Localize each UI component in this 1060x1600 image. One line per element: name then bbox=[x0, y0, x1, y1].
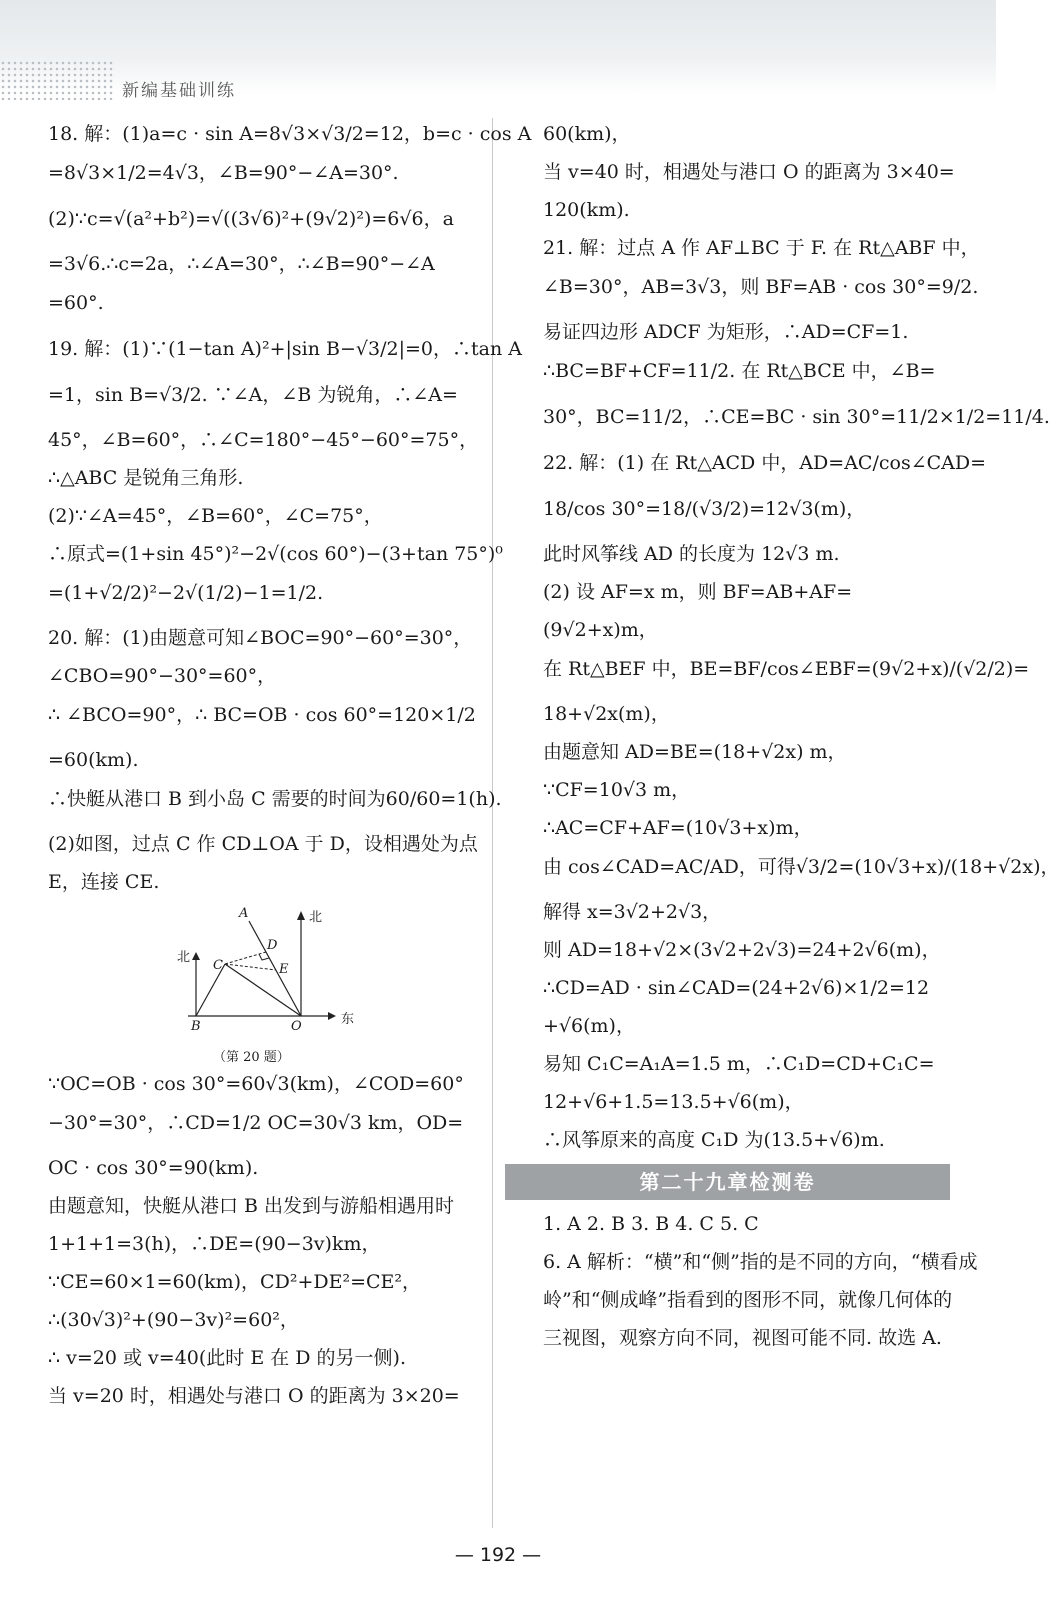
text-line: ∴风筝原来的高度 C₁D 为(13.5+√6)m. bbox=[543, 1129, 885, 1151]
text-line: ∴原式=(1+sin 45°)²−2√(cos 60°)−(3+tan 75°)⁰ bbox=[48, 543, 503, 565]
figure-caption: （第 20 题） bbox=[213, 1050, 290, 1065]
text-line: 三视图，观察方向不同，视图可能不同. 故选 A. bbox=[543, 1327, 942, 1349]
text-line: ∠CBO=90°−30°=60°， bbox=[48, 665, 277, 687]
right-column bbox=[543, 120, 1060, 1362]
point-label: B bbox=[191, 1019, 201, 1034]
figure-20 bbox=[173, 906, 373, 1066]
text-line: 岭”和“侧成峰”指看到的图形不同，就像几何体的 bbox=[543, 1289, 953, 1311]
text-line: 18. 解：(1)a=c · sin A=8√3×√3/2=12，b=c · cos A bbox=[48, 123, 532, 145]
text-line: =60(km). bbox=[48, 749, 139, 771]
text-line: +√6(m)， bbox=[543, 1015, 635, 1037]
text-line: 20. 解：(1)由题意可知∠BOC=90°−60°=30°， bbox=[48, 627, 473, 649]
text-line: =60°. bbox=[48, 292, 104, 314]
east-label: 东 bbox=[341, 1012, 355, 1027]
text-line: 在 Rt△BEF 中，BE=BF/cos∠EBF=(9√2+x)/(√2/2)= bbox=[543, 658, 1030, 680]
point-label: A bbox=[239, 906, 249, 921]
answers-line: 1. A 2. B 3. B 4. C 5. C bbox=[543, 1213, 759, 1235]
text-line: (2)∵∠A=45°，∠B=60°，∠C=75°， bbox=[48, 505, 383, 527]
text-line: =(1+√2/2)²−2√(1/2)−1=1/2. bbox=[48, 582, 324, 604]
text-line: 由题意知 AD=BE=(18+√2x) m， bbox=[543, 741, 847, 763]
north-label: 北 bbox=[309, 910, 323, 925]
point-label: C bbox=[213, 958, 223, 973]
text-line: 30°，BC=11/2，∴CE=BC · sin 30°=11/2×1/2=11/4. bbox=[543, 406, 1050, 428]
text-line: 120(km). bbox=[543, 199, 630, 221]
text-line: 易证四边形 ADCF 为矩形，∴AD=CF=1. bbox=[543, 321, 909, 343]
text-line: ∴BC=BF+CF=11/2. 在 Rt△BCE 中，∠B= bbox=[543, 360, 936, 382]
text-line: ∴CD=AD · sin∠CAD=(24+2√6)×1/2=12 bbox=[543, 977, 930, 999]
text-line: 由 cos∠CAD=AC/AD，可得√3/2=(10√3+x)/(18+√2x)， bbox=[543, 856, 1060, 878]
text-line: ∵OC=OB · cos 30°=60√3(km)，∠COD=60° bbox=[48, 1073, 464, 1095]
text-line: 12+√6+1.5=13.5+√6(m)， bbox=[543, 1091, 804, 1113]
text-line: 解得 x=3√2+2√3， bbox=[543, 901, 722, 923]
text-line: 则 AD=18+√2×(3√2+2√3)=24+2√6(m)， bbox=[543, 939, 941, 961]
text-line: ∠B=30°，AB=3√3，则 BF=AB · cos 30°=9/2. bbox=[543, 276, 979, 298]
text-line: (9√2+x)m， bbox=[543, 619, 658, 641]
text-line: 6. A 解析：“横”和“侧”指的是不同的方向，“横看成 bbox=[543, 1251, 978, 1273]
left-column bbox=[48, 120, 532, 1420]
text-line: 当 v=40 时，相遇处与港口 O 的距离为 3×40= bbox=[543, 161, 955, 183]
text-line: =3√6.∴c=2a，∴∠A=30°，∴∠B=90°−∠A bbox=[48, 253, 435, 275]
text-line: (2)∵c=√(a²+b²)=√((3√6)²+(9√2)²)=6√6，a bbox=[48, 208, 454, 230]
text-line: 22. 解：(1) 在 Rt△ACD 中，AD=AC/cos∠CAD= bbox=[543, 452, 987, 474]
point-label: D bbox=[267, 938, 278, 953]
text-line: 18+√2x(m)， bbox=[543, 703, 670, 725]
chapter-title-band: 第二十九章检测卷 bbox=[505, 1164, 950, 1200]
text-line: ∴△ABC 是锐角三角形. bbox=[48, 467, 244, 489]
text-line: ∴快艇从港口 B 到小岛 C 需要的时间为60/60=1(h). bbox=[48, 788, 502, 810]
text-line: 21. 解：过点 A 作 AF⊥BC 于 F. 在 Rt△ABF 中， bbox=[543, 237, 980, 259]
text-line: ∴(30√3)²+(90−3v)²=60²， bbox=[48, 1309, 299, 1331]
text-line: ∵CE=60×1=60(km)，CD²+DE²=CE²， bbox=[48, 1271, 422, 1293]
text-line: 18/cos 30°=18/(√3/2)=12√3(m)， bbox=[543, 498, 866, 520]
text-line: =8√3×1/2=4√3，∠B=90°−∠A=30°. bbox=[48, 162, 399, 184]
text-line: 45°，∠B=60°，∴∠C=180°−45°−60°=75°， bbox=[48, 429, 479, 451]
point-label: O bbox=[291, 1019, 302, 1034]
text-line: =1，sin B=√3/2. ∵∠A，∠B 为锐角，∴∠A= bbox=[48, 384, 458, 406]
point-label: E bbox=[279, 962, 289, 977]
text-line: ∴AC=CF+AF=(10√3+x)m， bbox=[543, 817, 813, 839]
text-line: 由题意知，快艇从港口 B 出发到与游船相遇用时 bbox=[48, 1195, 455, 1217]
text-line: −30°=30°，∴CD=1/2 OC=30√3 km，OD= bbox=[48, 1112, 464, 1134]
text-line: (2) 设 AF=x m，则 BF=AB+AF= bbox=[543, 581, 853, 603]
text-line: ∴ v=20 或 v=40(此时 E 在 D 的另一侧). bbox=[48, 1347, 406, 1369]
header-dot-pattern bbox=[0, 60, 115, 100]
text-line: ∴ ∠BCO=90°，∴ BC=OB · cos 60°=120×1/2 bbox=[48, 704, 476, 726]
header-title: 新编基础训练 bbox=[122, 81, 236, 101]
text-line: 60(km)， bbox=[543, 123, 631, 145]
column-divider bbox=[492, 118, 493, 1528]
text-line: 易知 C₁C=A₁A=1.5 m，∴C₁D=CD+C₁C= bbox=[543, 1053, 935, 1075]
text-line: 1+1+1=3(h)，∴DE=(90−3v)km， bbox=[48, 1233, 381, 1255]
text-line: (2)如图，过点 C 作 CD⊥OA 于 D，设相遇处为点 bbox=[48, 833, 478, 855]
north-label: 北 bbox=[177, 950, 191, 965]
text-line: ∵CF=10√3 m， bbox=[543, 779, 691, 801]
text-line: OC · cos 30°=90(km). bbox=[48, 1157, 259, 1179]
text-line: E，连接 CE. bbox=[48, 871, 160, 893]
text-line: 19. 解：(1)∵(1−tan A)²+|sin B−√3/2|=0，∴tan A bbox=[48, 338, 522, 360]
page-number: — 192 — bbox=[454, 1544, 542, 1566]
text-line: 当 v=20 时，相遇处与港口 O 的距离为 3×20= bbox=[48, 1385, 460, 1407]
text-line: 此时风筝线 AD 的长度为 12√3 m. bbox=[543, 543, 840, 565]
